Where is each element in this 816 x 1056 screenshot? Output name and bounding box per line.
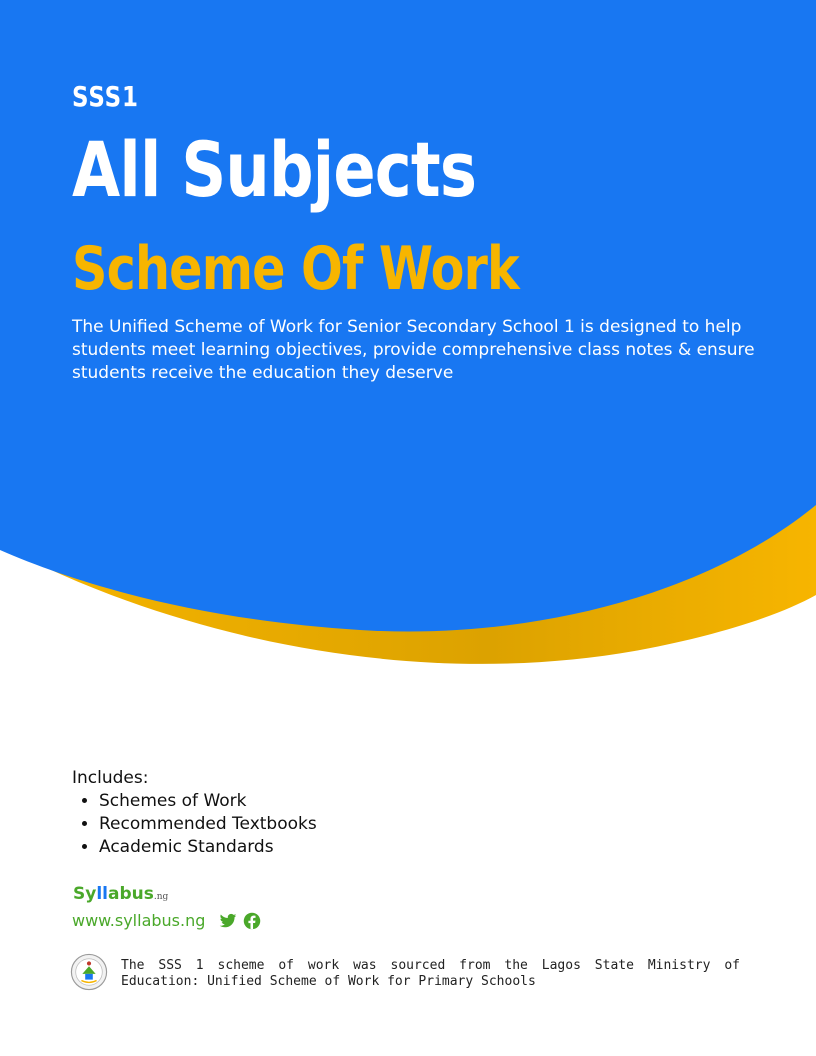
list-item: • Academic Standards xyxy=(99,836,317,859)
includes-section xyxy=(72,767,317,859)
facebook-icon[interactable] xyxy=(243,912,261,930)
description: The Unified Scheme of Work for Senior Secondary School 1 is designed to help students meet learning objectives, provide comprehensive class notes & ensure students receive the education they deserve xyxy=(72,317,755,383)
website-link[interactable]: www.syllabus.ng xyxy=(72,911,206,930)
logo-tld: .ng xyxy=(153,892,169,902)
source-text: The SSS 1 scheme of work was sourced from the Lagos State Ministry of Education: Unified Scheme of Work for Primary Schools xyxy=(121,958,740,989)
includes-list xyxy=(72,790,317,859)
logo-suffix: abus xyxy=(107,884,154,904)
website-row xyxy=(72,911,261,930)
page-subtitle: Scheme Of Work xyxy=(72,234,519,304)
lagos-state-seal-icon xyxy=(70,953,108,991)
list-item: • Schemes of Work xyxy=(99,790,317,813)
syllabus-logo[interactable] xyxy=(73,884,168,904)
logo-ll: ll xyxy=(96,884,108,904)
logo-prefix: Sy xyxy=(73,884,97,904)
source-note xyxy=(70,953,740,991)
grade-label: SSS1 xyxy=(72,80,139,113)
twitter-icon[interactable] xyxy=(219,912,237,930)
list-item: • Recommended Textbooks xyxy=(99,813,317,836)
includes-heading: Includes: xyxy=(72,768,149,788)
page-title: All Subjects xyxy=(72,125,477,214)
